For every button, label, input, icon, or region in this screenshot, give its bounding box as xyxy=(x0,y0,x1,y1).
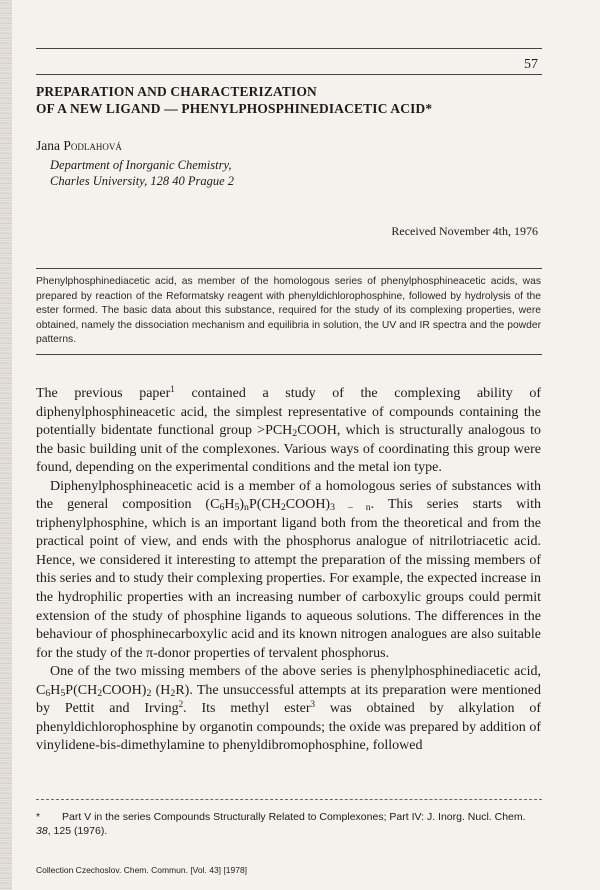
paragraph-2: Diphenylphosphineacetic acid is a member of a homologous series of substances with the general composition $(C_6H_5)_nP(CH_2COOH)_{3 - n}$. This series starts with triphenylphosphine, which is an important ligand both from the theoretical and from the practical point of view, and ends with the phosphorus analogue of nitrilotriacetic acid. Hence, we considered it interesting to attempt the preparation of the missing members of this series and to study their complexing properties. For example, the expected increase in the hydrophilic properties with an increasing number of carboxylic groups could permit extension of the study of phosphine ligands to aqueous solutions. The differences in the behaviour of phosphinecarboxylic acid and its known nitrogen analogues are also suitable for the study of the π-donor properties of tervalent phosphorus. xyxy=(36,478,541,661)
header-rule xyxy=(36,48,542,49)
body-text xyxy=(36,385,541,756)
article-title-line2: OF A NEW LIGAND — PHENYLPHOSPHINEDIACETIC ACID* xyxy=(36,101,433,116)
abstract: Phenylphosphinediacetic acid, as member of the homologous series of phenylphosphineacetic acids, was prepared by reaction of the Reformatsky reagent with phenyldichlorophosphine, followed by hydrolysis of the ester formed. The basic data about this substance, required for the study of its complexing properties, were obtained, namely the dissociation mechanism and equilibria in solution, the UV and IR spectra and the powder patterns. xyxy=(36,276,541,345)
journal-citation: Collection Czechoslov. Chem. Commun. [Vol. 43] [1978] xyxy=(36,865,248,875)
abstract-rule-top xyxy=(36,268,542,269)
affiliation xyxy=(50,157,234,189)
header-rule-lower xyxy=(36,74,542,75)
paragraph-1: The previous paper$^1$ contained a study of the complexing ability of diphenylphosphineacetic acid, the simplest representative of compounds containing the potentially bidentate functional group $>PCH_2COOH$, which is structurally analogous to the basic building unit of the complexones. Various ways of coordinating this group were found, depending on the experimental conditions and the metal ion type. xyxy=(36,384,542,476)
received-date: Received November 4th, 1976 xyxy=(391,224,538,238)
author-last-name: Podlahová xyxy=(63,138,122,153)
author-first-name: Jana xyxy=(36,138,60,153)
ref-1: 1 xyxy=(170,384,175,394)
article-title-line1: PREPARATION AND CHARACTERIZATION xyxy=(36,84,317,99)
functional-group: $>PCH_2COOH$ xyxy=(257,423,337,440)
binding-edge xyxy=(0,0,12,890)
ref-2: 2 xyxy=(178,699,184,710)
footnote-mark: * xyxy=(36,811,41,823)
author xyxy=(36,138,122,154)
footnote: * Part V in the series Compounds Structurally Related to Complexones; Part IV: J. Inorg. Nucl. Chem. 38, 125 (1976). xyxy=(36,811,526,837)
page-number: 57 xyxy=(524,57,538,72)
footnote-rule xyxy=(36,799,542,800)
affiliation-line1: Department of Inorganic Chemistry, xyxy=(50,158,232,172)
ref-3: 3 xyxy=(310,699,316,710)
paragraph-3: One of the two missing members of the above series is phenylphosphinediacetic acid, $C_6H_5P(CH_2COOH)_2$ $(H_2R)$. The unsuccessful attempts at its preparation were mentioned by Pettit and Irving$^2$. Its methyl ester$^3$ was obtained by alkylation of phenyldichlorophosphine by organotin compounds; the oxide was prepared by addition of vinylidene-bis-dimethylamine to phenyldibromophosphine, followed xyxy=(36,664,541,754)
article-title xyxy=(36,83,556,117)
affiliation-line2: Charles University, 128 40 Prague 2 xyxy=(50,174,235,188)
abstract-rule-bottom xyxy=(36,354,542,355)
